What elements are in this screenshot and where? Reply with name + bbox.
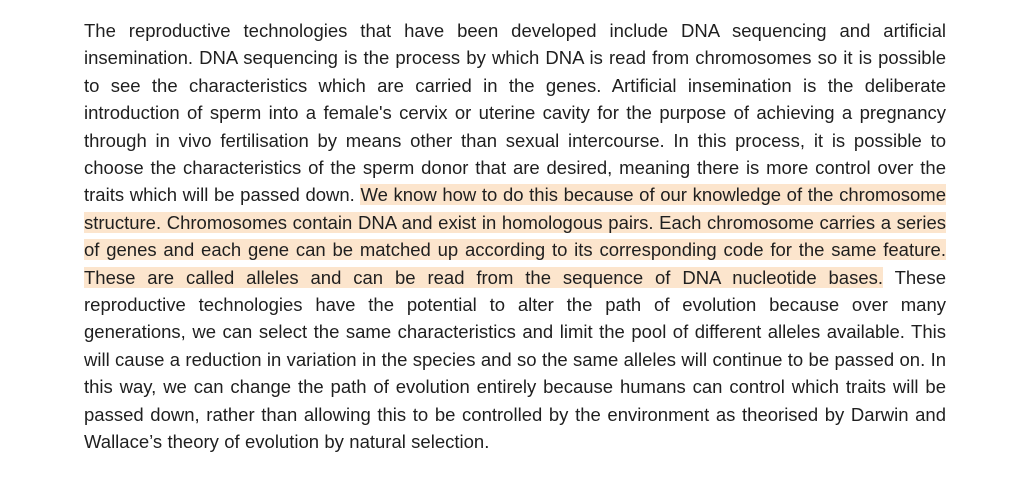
body-paragraph: [84, 17, 946, 456]
text-before-highlight: The reproductive technologies that have been developed include DNA sequencing and artificial insemination. DNA sequencing is the process by which DNA is read from chromosomes so it is possible to see the characteristics which are carried in the genes. Artificial insemination is the deliberate introduction of sperm into a female's cervix or uterine cavity for the purpose of achieving a pregnancy through in vivo fertilisation by means other than sexual intercourse. In this process, it is possible to choose the characteristics of the sperm donor that are desired, meaning there is more control over the traits which will be passed down.: [84, 20, 946, 206]
text-after-highlight: These reproductive technologies have the potential to alter the path of evolution because over many generations, we can select the same characteristics and limit the pool of different alleles available. This will cause a reduction in variation in the species and so the same alleles will continue to be passed on. In this way, we can change the path of evolution entirely because humans can control which traits will be passed down, rather than allowing this to be controlled by the environment as theorised by Darwin and Wallace’s theory of evolution by natural selection.: [84, 266, 946, 453]
highlighted-text[interactable]: We know how to do this because of our knowledge of the chromosome structure. Chromosomes contain DNA and exist in homologous pairs. Each chromosome carries a series of genes and each gene can be matched up according to its corresponding code for the same feature. These are called alleles and can be read from the sequence of DNA nucleotide bases.: [84, 184, 946, 288]
